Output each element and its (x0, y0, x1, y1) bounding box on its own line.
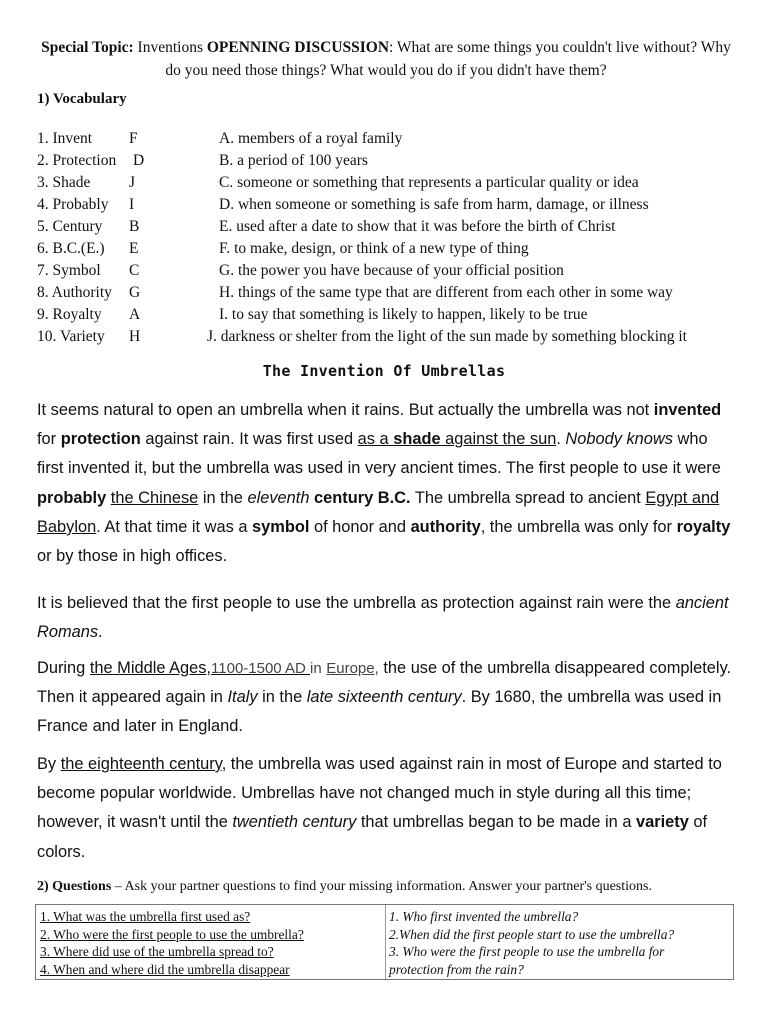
vocab-definition: F. to make, design, or think of a new type of thing (219, 240, 529, 257)
underlined-phrase: the Chinese (110, 488, 199, 507)
keyword-probably: probably (37, 488, 107, 507)
underlined-phrase: the eighteenth century (60, 755, 222, 773)
vocab-answer-letter: G (129, 284, 141, 301)
paragraph-text: , the umbrella was used against rain in most of Europe and started to become popular worldwide. Umbrellas have not changed much in style during all this time; however, it wasn't until the (37, 755, 722, 832)
vocab-term: 1. Invent (37, 130, 93, 147)
vocabulary-list (37, 128, 737, 348)
questions-instructions: – Ask your partner questions to find your missing information. Answer your partner's questions. (111, 879, 652, 894)
paragraph-text: or by those in high offices. (37, 547, 228, 566)
vocab-definition: A. members of a royal family (219, 130, 403, 147)
vocab-row (37, 216, 737, 238)
underlined-phrase (90, 659, 310, 677)
vocab-answer-letter: C (129, 262, 140, 279)
paragraph-text: It seems natural to open an umbrella when it rains. But actually the umbrella was not (37, 401, 654, 419)
questions-column-a (40, 908, 380, 978)
vocab-definition: J. darkness or shelter from the light of the sun made by something blocking it (207, 328, 687, 345)
opening-discussion-label: OPENNING DISCUSSION (206, 39, 390, 56)
article-paragraph (37, 396, 737, 571)
italic-phrase: eleventh (247, 488, 310, 507)
vocab-answer-letter: E (129, 240, 139, 257)
vocab-answer-letter: A (129, 306, 141, 323)
vocab-term: 4. Probably (37, 196, 109, 213)
date-range: 1100-1500 AD (211, 660, 310, 677)
vocab-row (37, 238, 737, 260)
article-title: The Invention Of Umbrellas (262, 362, 506, 380)
vocab-term: 10. Variety (37, 328, 105, 345)
paragraph-text: of honor and (309, 517, 411, 536)
italic-phrase: Nobody knows (565, 430, 673, 449)
column-divider (385, 905, 386, 979)
special-topic-text: Inventions (133, 39, 207, 56)
vocab-definition: B. a period of 100 years (219, 152, 368, 169)
vocab-row (37, 304, 737, 326)
vocab-row (37, 326, 737, 348)
article-paragraph (37, 654, 737, 742)
paragraph-text: , (374, 660, 379, 677)
vocab-row (37, 282, 737, 304)
underlined-phrase: Europe (326, 660, 375, 677)
question-item: 3. Where did use of the umbrella spread to? (40, 944, 274, 960)
vocab-answer-letter: H (129, 328, 141, 345)
paragraph-text: . (556, 430, 566, 449)
keyword-shade: shade (393, 430, 441, 449)
question-item: 3. Who were the first people to use the umbrella for (389, 944, 665, 960)
paragraph-text: in the (257, 688, 307, 707)
vocab-answer-letter: I (129, 196, 135, 213)
question-item: 1. What was the umbrella first used as? (40, 909, 251, 924)
vocab-row (37, 194, 737, 216)
paragraph-text: It is believed that the first people to use the umbrella as protection against rain were the (37, 594, 676, 612)
article-paragraph (37, 589, 737, 647)
opening-discussion (40, 36, 732, 82)
paragraph-text: the Middle Ages, (89, 659, 212, 677)
vocab-answer-letter: B (129, 218, 140, 235)
paragraph-text: as a (357, 430, 394, 449)
underlined-phrase: Egypt and Babylon (37, 488, 720, 536)
vocab-term: 7. Symbol (37, 262, 101, 279)
underlined-phrase (358, 430, 557, 448)
vocab-answer-letter: F (129, 130, 138, 147)
italic-phrase: ancient Romans (37, 594, 729, 642)
keyword-invented: invented (653, 401, 722, 419)
vocab-term: 6. B.C.(E.) (37, 240, 105, 257)
paragraph-text: . By 1680, the umbrella was used in France and later in England. (37, 688, 722, 736)
questions-heading (37, 879, 652, 895)
italic-phrase: twentieth century (232, 813, 357, 832)
paragraph-text: of colors. (37, 813, 708, 861)
paragraph-text: against rain. It was first used (140, 430, 358, 449)
paragraph-text: By (37, 755, 61, 773)
question-item: protection from the rain? (389, 961, 524, 977)
vocab-row (37, 128, 737, 150)
article-paragraph (37, 750, 737, 867)
paragraph-text: , the umbrella was only for (480, 517, 677, 536)
paragraph-text: who first invented it, but the umbrella was used in very ancient times. The first people to use it were (37, 430, 721, 478)
vocab-term: 3. Shade (37, 174, 91, 191)
questions-table (35, 904, 734, 980)
vocab-row (37, 150, 737, 172)
paragraph-text: for (37, 430, 61, 449)
question-item: 2.When did the first people start to use the umbrella? (389, 926, 675, 942)
vocab-definition: I. to say that something is likely to happen, likely to be true (219, 306, 588, 323)
keyword-authority: authority (410, 517, 481, 536)
paragraph-text: against the sun (440, 430, 557, 449)
paragraph-text: in (310, 660, 322, 677)
vocab-definition: G. the power you have because of your official position (219, 262, 564, 279)
vocab-answer-letter: J (129, 174, 136, 191)
keyword-protection: protection (60, 430, 141, 449)
vocabulary-heading: 1) Vocabulary (37, 91, 127, 107)
vocab-term: 9. Royalty (37, 306, 102, 323)
keyword-royalty: royalty (676, 517, 731, 536)
paragraph-text: that umbrellas began to be made in a (356, 813, 637, 832)
special-topic-label: Special Topic: (41, 39, 134, 56)
vocab-row (37, 172, 737, 194)
vocab-definition: H. things of the same type that are different from each other in some way (219, 284, 673, 301)
questions-label: 2) Questions (37, 879, 112, 894)
vocab-term: 8. Authority (37, 284, 112, 301)
vocab-answer-letter: D (133, 152, 145, 169)
keyword-century-bc: century B.C. (314, 488, 411, 507)
italic-phrase: late sixteenth century (306, 688, 462, 707)
paragraph-text: The umbrella spread to ancient (410, 488, 646, 507)
questions-column-b (389, 908, 729, 978)
vocab-term: 2. Protection (37, 152, 117, 169)
paragraph-text: . At that time it was a (96, 517, 253, 536)
vocab-row (37, 260, 737, 282)
paragraph-text: . (98, 623, 103, 642)
question-item: 4. When and where did the umbrella disappear (40, 961, 290, 977)
keyword-variety: variety (636, 813, 689, 832)
vocab-definition: D. when someone or something is safe from harm, damage, or illness (219, 196, 649, 213)
question-item: 2. Who were the first people to use the umbrella? (40, 926, 304, 942)
opening-discussion-text: : What are some things you couldn't live without? Why do you need those things? What would you do if you didn't have them? (165, 39, 731, 79)
keyword-symbol: symbol (252, 517, 310, 536)
vocab-definition: C. someone or something that represents a particular quality or idea (219, 174, 639, 191)
paragraph-text: in the (198, 488, 248, 507)
question-item: 1. Who first invented the umbrella? (389, 909, 579, 924)
paragraph-text: During (37, 659, 90, 677)
vocab-term: 5. Century (37, 218, 103, 235)
italic-phrase: Italy (227, 688, 258, 707)
vocab-definition: E. used after a date to show that it was before the birth of Christ (219, 218, 616, 235)
paragraph-text: the use of the umbrella disappeared completely. Then it appeared again in (37, 659, 732, 707)
